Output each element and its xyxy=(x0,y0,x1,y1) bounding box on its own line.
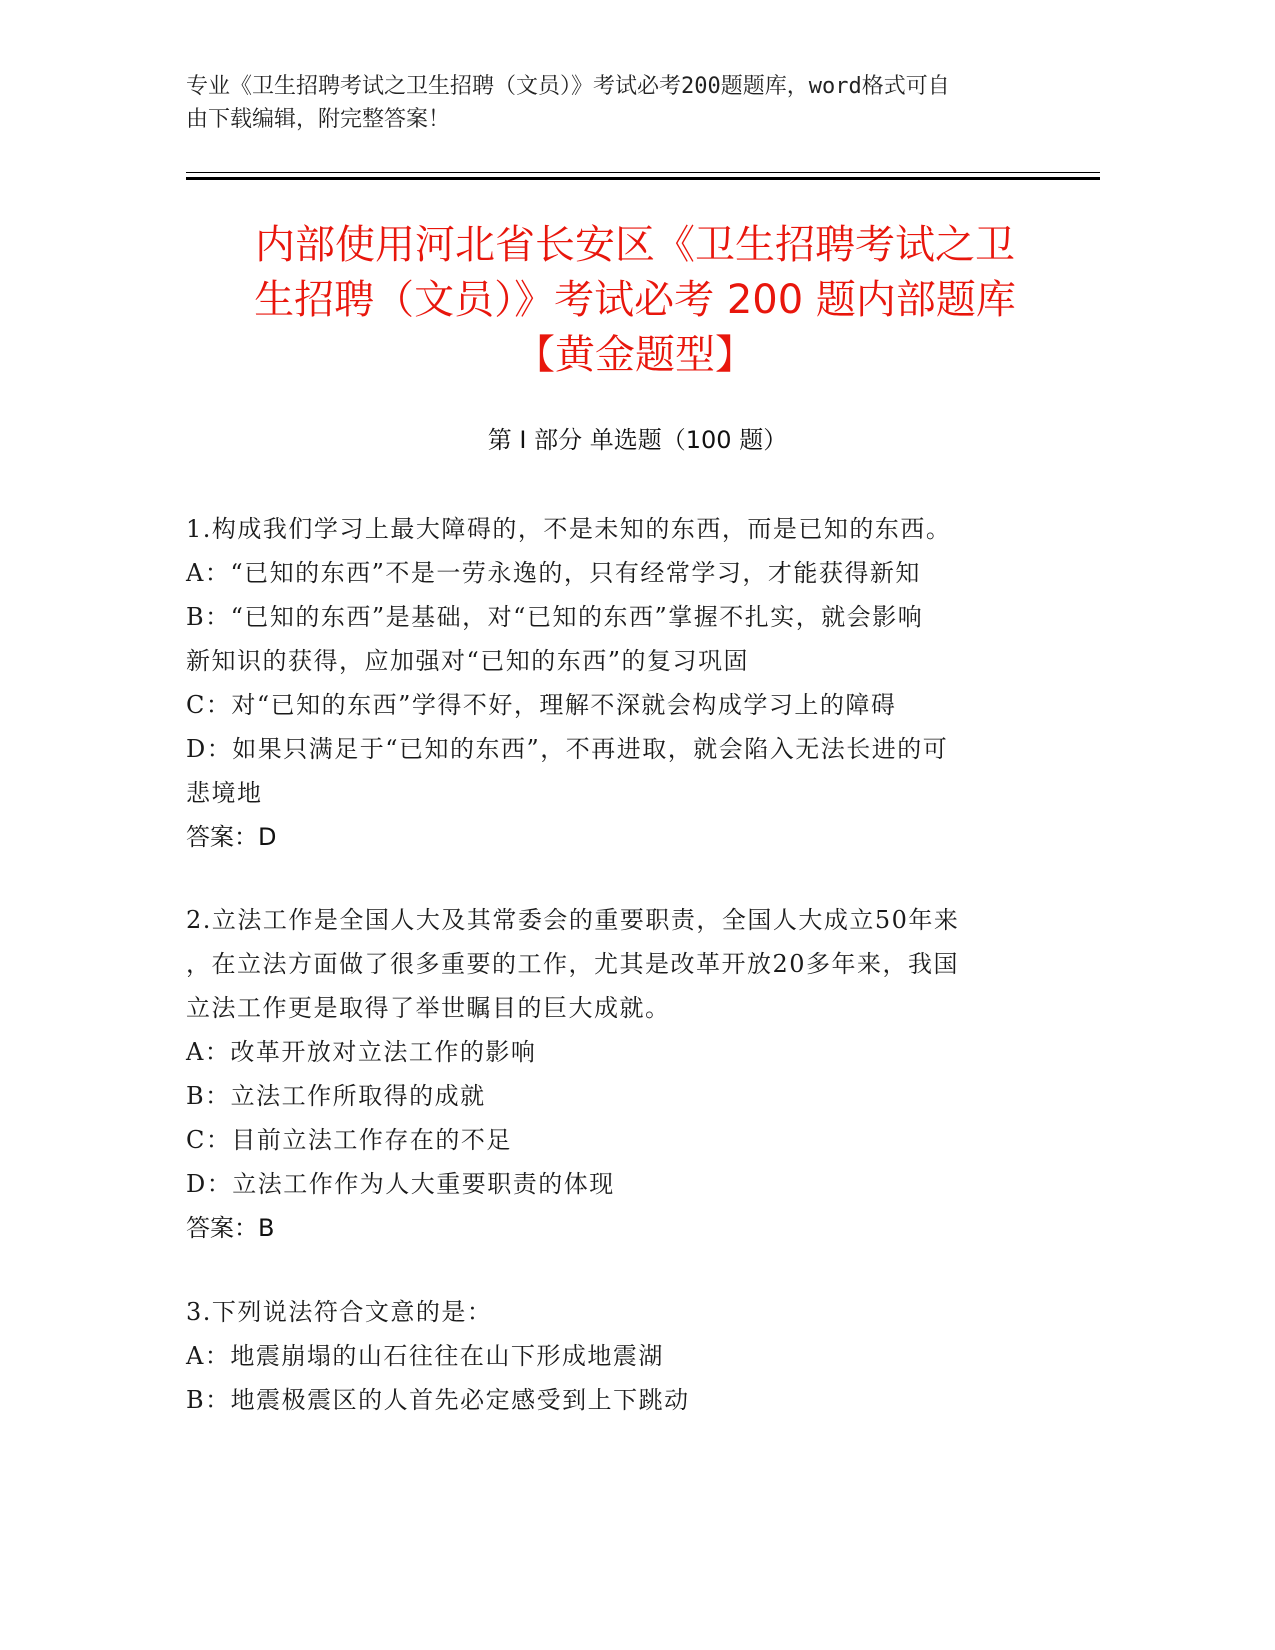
answer-label: 答案：B xyxy=(186,1214,275,1242)
question-stem: 3.下列说法符合文意的是： xyxy=(186,1298,493,1326)
question-3 xyxy=(186,1290,1066,1422)
header-divider-thin xyxy=(186,172,1100,173)
question-stem-continued: 立法工作更是取得了举世瞩目的巨大成就。 xyxy=(186,994,671,1022)
section-heading: 第 I 部分 单选题（100 题） xyxy=(487,426,788,454)
header-note-line: 由下载编辑，附完整答案！ xyxy=(186,107,451,132)
option-a: A：“已知的东西”不是一劳永逸的，只有经常学习，才能获得新知 xyxy=(186,559,921,587)
question-1 xyxy=(186,507,1066,859)
title-line: 内部使用河北省长安区《卫生招聘考试之卫 xyxy=(255,222,1015,268)
option-c: C：对“已知的东西”学得不好，理解不深就会构成学习上的障碍 xyxy=(186,691,897,719)
option-a: A：地震崩塌的山石往往在山下形成地震湖 xyxy=(186,1342,664,1370)
header-note xyxy=(186,70,1066,136)
option-b-continued: 新知识的获得，应加强对“已知的东西”的复习巩固 xyxy=(186,647,750,675)
option-b: B：立法工作所取得的成就 xyxy=(186,1082,486,1110)
question-stem: 1.构成我们学习上最大障碍的，不是未知的东西，而是已知的东西。 xyxy=(186,515,952,543)
option-b: B：“已知的东西”是基础，对“已知的东西”掌握不扎实，就会影响 xyxy=(186,603,924,631)
document-title xyxy=(180,218,1090,383)
header-note-line: 专业《卫生招聘考试之卫生招聘（文员）》考试必考200题题库，word格式可自 xyxy=(186,74,950,99)
option-c: C：目前立法工作存在的不足 xyxy=(186,1126,512,1154)
option-d-continued: 悲境地 xyxy=(186,779,263,807)
option-d: D：立法工作作为人大重要职责的体现 xyxy=(186,1170,615,1198)
header-divider-thick xyxy=(186,177,1100,180)
option-b: B：地震极震区的人首先必定感受到上下跳动 xyxy=(186,1386,690,1414)
answer-label: 答案：D xyxy=(186,823,277,851)
option-d: D：如果只满足于“已知的东西”，不再进取，就会陷入无法长进的可 xyxy=(186,735,949,763)
question-stem: 2.立法工作是全国人大及其常委会的重要职责，全国人大成立50年来 xyxy=(186,906,960,934)
title-line: 【黄金题型】 xyxy=(515,332,755,378)
title-line: 生招聘（文员）》考试必考 200 题内部题库 xyxy=(254,277,1016,323)
option-a: A：改革开放对立法工作的影响 xyxy=(186,1038,537,1066)
question-2 xyxy=(186,898,1066,1250)
question-stem-continued: ，在立法方面做了很多重要的工作，尤其是改革开放20多年来，我国 xyxy=(186,950,960,978)
